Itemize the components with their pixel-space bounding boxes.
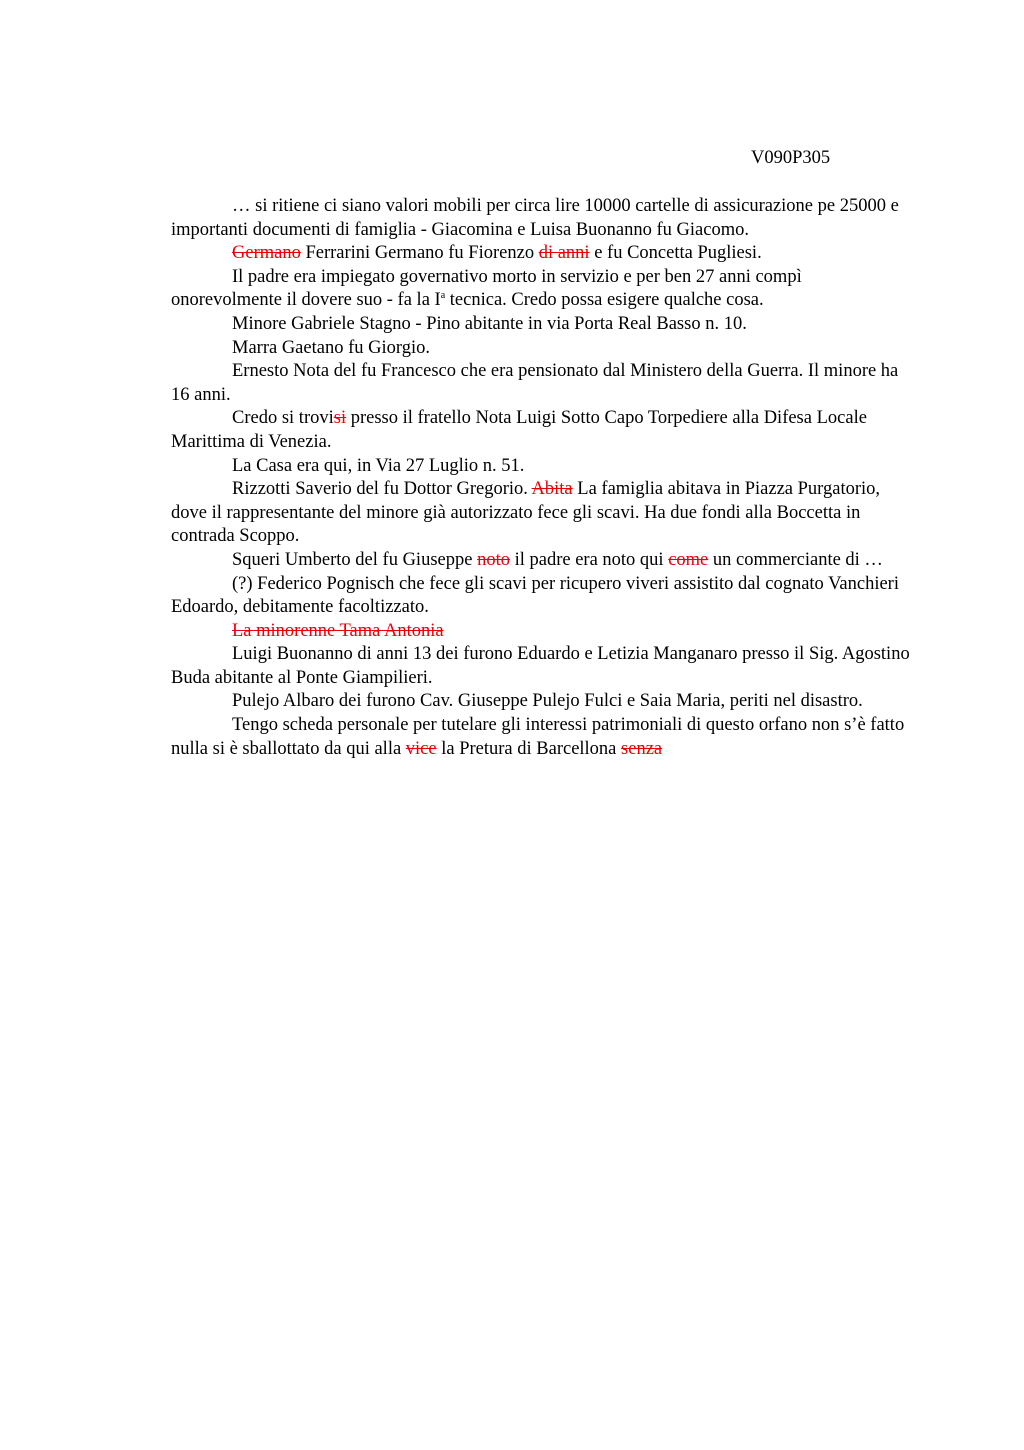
paragraph <box>171 337 915 361</box>
paragraph <box>171 242 915 266</box>
document-body <box>171 195 915 761</box>
deleted-text: di anni <box>538 243 590 264</box>
text-segment: Luigi Buonanno di anni 13 dei furono Eduardo e Letizia Manganaro presso il Sig. Agostino Buda abitante al Ponte Giampilieri. <box>171 644 910 688</box>
deleted-text: come <box>668 549 709 570</box>
paragraph <box>171 266 915 313</box>
text-segment: Rizzotti Saverio del fu Dottor Gregorio. <box>232 479 532 500</box>
text-segment: La Casa era qui, in Via 27 Luglio n. 51. <box>232 455 525 476</box>
text-segment: Minore Gabriele Stagno - Pino abitante in via Porta Real Basso n. 10. <box>232 313 747 334</box>
text-segment: il padre era noto qui <box>509 549 669 570</box>
paragraph <box>171 360 915 407</box>
text-segment: Squeri Umberto del fu Giuseppe <box>232 549 478 570</box>
paragraph <box>171 313 915 337</box>
deleted-text: Germano <box>232 243 301 264</box>
page-identifier: V090P305 <box>751 148 831 168</box>
paragraph <box>171 573 915 620</box>
deleted-text: La minorenne Tama Antonia <box>232 620 444 641</box>
deleted-text: Abita <box>531 479 573 500</box>
paragraph <box>171 690 915 714</box>
paragraph <box>171 620 915 644</box>
paragraph <box>171 455 915 479</box>
text-segment: un commerciante di … <box>708 549 883 570</box>
text-segment: Ferrarini Germano fu Fiorenzo <box>300 243 539 264</box>
paragraph <box>171 643 915 690</box>
text-segment: Tengo scheda personale per tutelare gli interessi patrimoniali di questo orfano non s’è fatto nulla si è sballottato da qui alla <box>171 715 905 759</box>
text-segment: La famiglia abitava in Piazza Purgatorio, dove il rappresentante del minore già autorizzato fece gli scavi. Ha due fondi alla Boccetta in contrada Scoppo. <box>171 479 881 547</box>
paragraph <box>171 407 915 454</box>
text-segment: Marra Gaetano fu Giorgio. <box>232 337 430 358</box>
text-segment: … si ritiene ci siano valori mobili per circa lire 10000 cartelle di assicurazione pe 25000 e importanti documenti di famiglia - Giacomina e Luisa Buonanno fu Giacomo. <box>171 196 899 240</box>
deleted-text: senza <box>621 738 663 759</box>
text-segment: tecnica. Credo possa esigere qualche cosa. <box>445 290 764 311</box>
text-segment: Credo si trovi <box>232 408 334 429</box>
deleted-text: vice <box>405 738 437 759</box>
deleted-text: si <box>333 408 347 429</box>
superscript-text: a <box>440 290 446 302</box>
paragraph <box>171 478 915 549</box>
text-segment: e fu Concetta Pugliesi. <box>589 243 762 264</box>
text-segment: Pulejo Albaro dei furono Cav. Giuseppe Pulejo Fulci e Saia Maria, periti nel disastro. <box>232 691 863 712</box>
paragraph <box>171 714 915 761</box>
text-segment: Ernesto Nota del fu Francesco che era pensionato dal Ministero della Guerra. Il minore ha 16 anni. <box>171 361 899 405</box>
paragraph <box>171 195 915 242</box>
paragraph <box>171 549 915 573</box>
text-segment: Il padre era impiegato governativo morto in servizio e per ben 27 anni compì onorevolmente il dovere suo - fa la I <box>171 266 802 311</box>
deleted-text: noto <box>477 549 510 570</box>
text-segment: la Pretura di Barcellona <box>436 738 622 759</box>
text-segment: presso il fratello Nota Luigi Sotto Capo Torpediere alla Difesa Locale Marittima di Venezia. <box>171 408 867 452</box>
text-segment: (?) Federico Pognisch che fece gli scavi per ricupero viveri assistito dal cognato Vanchieri Edoardo, debitamente facoltizzato. <box>171 573 899 618</box>
